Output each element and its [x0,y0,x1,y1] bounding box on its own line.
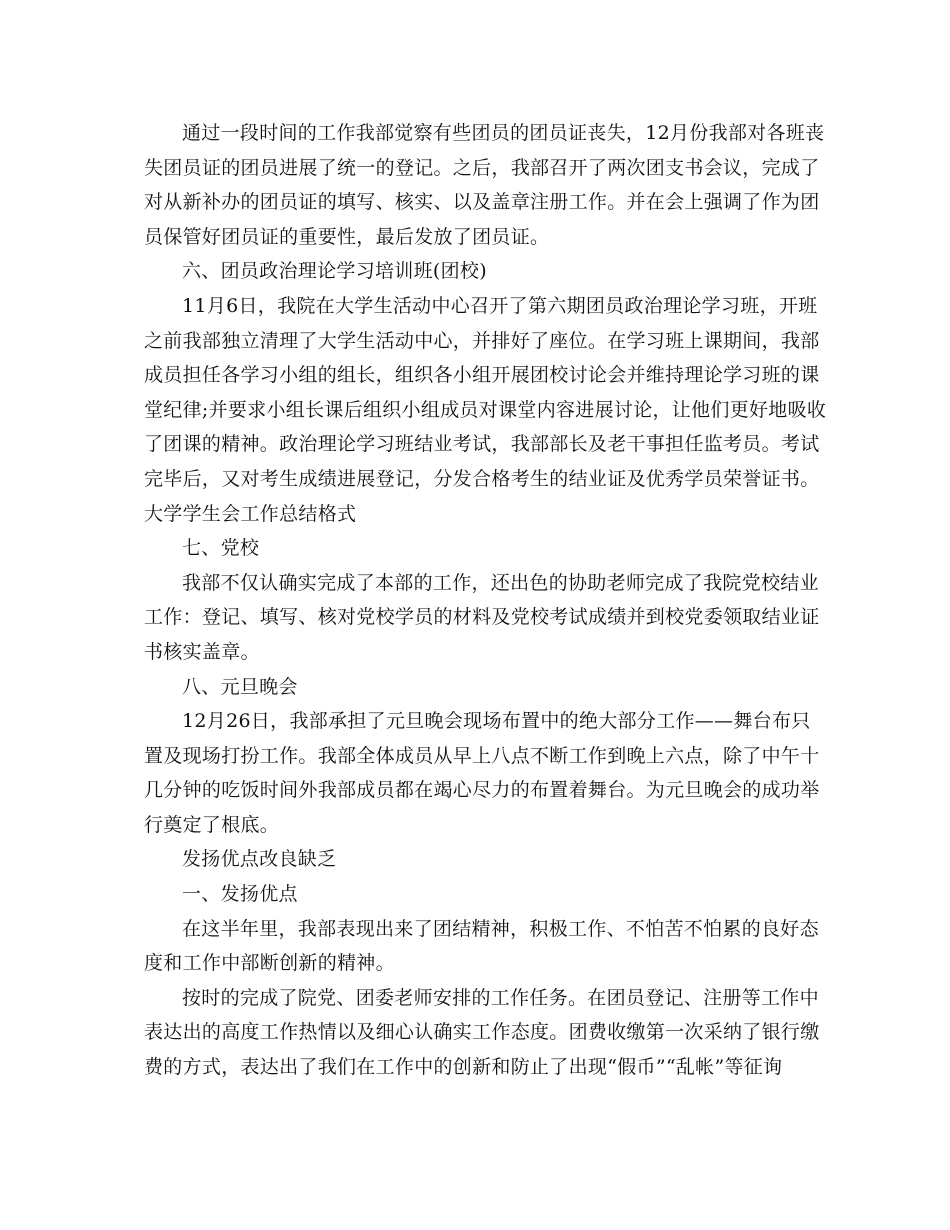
text-line: 在这半年里，我部表现出来了团结精神，积极工作、不怕苦不怕累的良好态 [182,917,819,940]
section-heading: 一、发扬优点 [182,883,298,906]
text-line: 之前我部独立清理了大学生活动中心，并排好了座位。在学习班上课期间，我部 [144,329,820,352]
section-heading: 发扬优点改良缺乏 [182,848,337,871]
text-line: 表达出的高度工作热情以及细心认确实工作态度。团费收缴第一次采纳了银行缴 [144,1021,820,1044]
text-line: 大学学生会工作总结格式 [144,502,357,525]
section-heading: 六、团员政治理论学习培训班(团校) [182,260,487,283]
text-line: 通过一段时间的工作我部觉察有些团员的团员证丧失，12月份我部对各班丧 [182,122,825,144]
text-line: 按时的完成了院党、团委老师安排的工作任务。在团员登记、注册等工作中 [182,986,819,1009]
text-line: 行奠定了根底。 [144,813,280,836]
text-line: 度和工作中部断创新的精神。 [144,952,395,975]
text-line: 我部不仅认确实完成了本部的工作，还出色的协助老师完成了我院党校结业 [182,571,819,594]
text-line: 对从新补办的团员证的填写、核实、以及盖章注册工作。并在会上强调了作为团 [144,191,820,214]
text-line: 费的方式，表达出了我们在工作中的创新和防止了出现“假币”“乱帐”等征询 [144,1056,783,1079]
text-line: 堂纪律;并要求小组长课后组织小组成员对课堂内容进展讨论，让他们更好地吸收 [144,398,827,421]
text-line: 11月6日，我院在大学生活动中心召开了第六期团员政治理论学习班，开班 [182,294,818,317]
text-line: 成员担任各学习小组的组长，组织各小组开展团校讨论会并维持理论学习班的课 [144,364,820,387]
text-line: 书核实盖章。 [144,640,260,663]
text-line: 几分钟的吃饭时间外我部成员都在竭心尽力的布置着舞台。为元旦晚会的成功举 [144,779,820,802]
section-heading: 七、党校 [182,537,260,560]
text-line: 完毕后，又对考生成绩进展登记，分发合格考生的结业证及优秀学员荣誉证书。 [144,467,820,490]
text-line: 12月26日，我部承担了元旦晚会现场布置中的绝大部分工作——舞台布只 [182,710,811,733]
text-line: 工作：登记、填写、核对党校学员的材料及党校考试成绩并到校党委领取结业证 [144,606,820,629]
text-line: 了团课的精神。政治理论学习班结业考试，我部部长及老干事担任监考员。考试 [144,433,820,456]
text-line: 置及现场打扮工作。我部全体成员从早上八点不断工作到晚上六点，除了中午十 [144,744,820,767]
section-heading: 八、元旦晚会 [182,675,298,698]
document-page [144,116,827,1085]
text-line: 失团员证的团员进展了统一的登记。之后，我部召开了两次团支书会议，完成了 [144,156,820,179]
text-line: 员保管好团员证的重要性，最后发放了团员证。 [144,225,550,248]
